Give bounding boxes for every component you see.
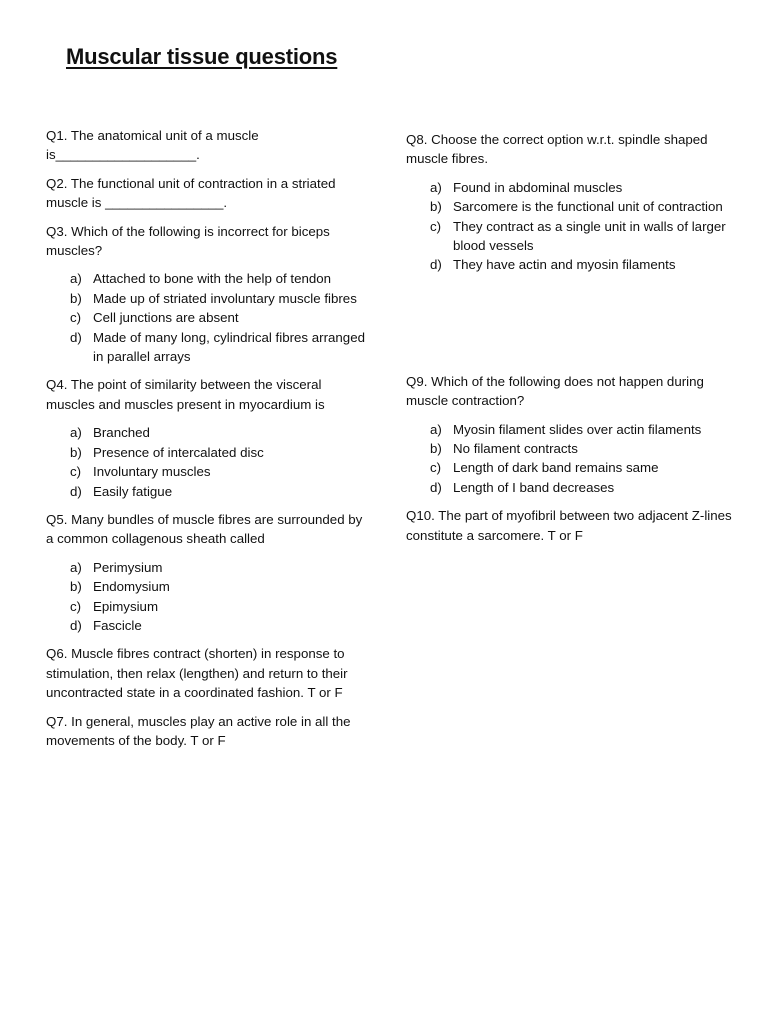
column-spacer [406,284,736,372]
q5-option-b: b) Endomysium [70,579,170,595]
q3-option-b: b) Made up of striated involuntary muscle fibres [70,290,357,306]
q9-options [406,420,736,498]
q5-option-c: c) Epimysium [70,598,159,614]
q5-options [46,558,366,636]
question-q6: Q6. Muscle fibres contract (shorten) in response to stimulation, then relax (lengthen) and return to their uncontracted state in a coordinated fashion. T or F [46,646,348,701]
q8-option-d: d) They have actin and myosin filaments [430,257,676,273]
question-q8: Q8. Choose the correct option w.r.t. spindle shaped muscle fibres. [406,132,708,167]
question-q2: Q2. The functional unit of contraction in a striated muscle is ________________. [46,175,336,211]
q4-option-d: d) Easily fatigue [70,483,173,499]
left-question-column [46,126,366,759]
question-q5: Q5. Many bundles of muscle fibres are surrounded by a common collagenous sheath called [46,511,363,547]
q3-options [46,269,366,366]
q5-option-a: a) Perimysium [70,559,163,575]
question-q7: Q7. In general, muscles play an active role in all the movements of the body. T or F [46,713,351,748]
q4-option-b: b) Presence of intercalated disc [70,444,264,460]
q9-option-a: a) Myosin filament slides over actin filaments [430,421,702,437]
q4-option-c: c) Involuntary muscles [70,464,211,480]
page-title: Muscular tissue questions [66,44,338,69]
q3-option-a: a) Attached to bone with the help of tendon [70,271,332,287]
q9-option-b: b) No filament contracts [430,441,578,457]
q3-option-c: c) Cell junctions are absent [70,310,239,326]
q8-option-c: c) They contract as a single unit in walls of larger blood vessels [430,218,726,254]
question-q3: Q3. Which of the following is incorrect for biceps muscles? [46,223,330,259]
question-q10: Q10. The part of myofibril between two adjacent Z-lines constitute a sarcomere. T or F [406,508,732,543]
question-q9: Q9. Which of the following does not happen during muscle contraction? [406,373,704,409]
question-q4: Q4. The point of similarity between the visceral muscles and muscles present in myocardium is [46,377,325,412]
q9-option-d: d) Length of I band decreases [430,479,615,495]
q8-option-b: b) Sarcomere is the functional unit of contraction [430,199,723,215]
q8-options [406,178,736,275]
question-q1: Q1. The anatomical unit of a muscle is___________________. [46,128,259,163]
q9-option-c: c) Length of dark band remains same [430,460,659,476]
q4-option-a: a) Branched [70,425,150,441]
q3-option-d: d) Made of many long, cylindrical fibres arranged in parallel arrays [70,329,365,365]
q5-option-d: d) Fascicle [70,617,142,633]
q4-options [46,423,366,501]
q8-option-a: a) Found in abdominal muscles [430,179,623,195]
right-question-column [406,130,736,554]
